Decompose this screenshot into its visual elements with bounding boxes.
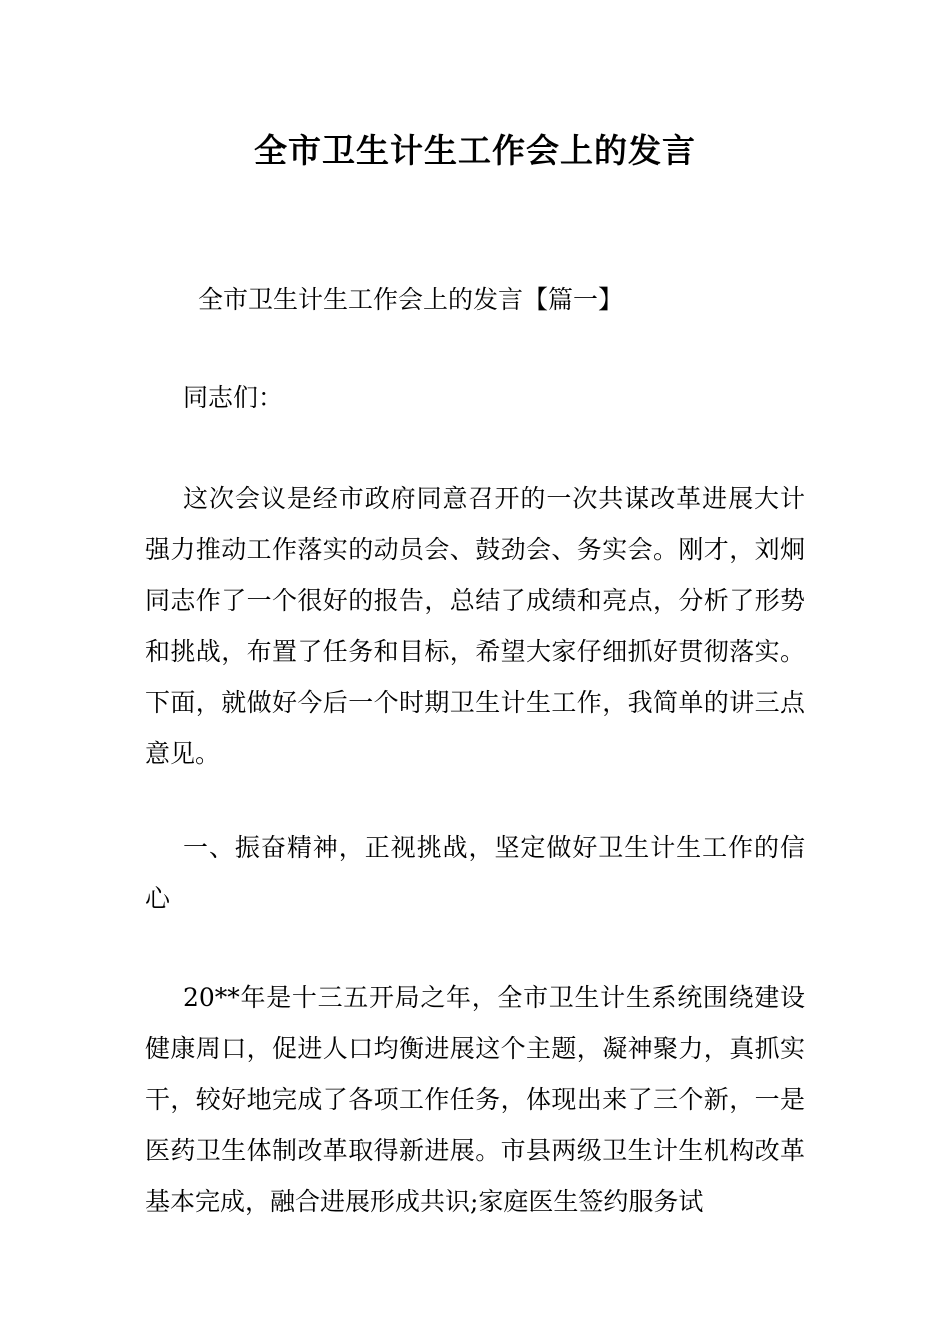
- document-subtitle: 全市卫生计生工作会上的发言【篇一】: [198, 285, 624, 314]
- body-paragraph: 这次会议是经市政府同意召开的一次共谋改革进展大计强力推动工作落实的动员会、鼓劲会、务实会。刚才，刘炯同志作了一个很好的报告，总结了成绩和亮点，分析了形势和挑战，布置了任务和目标，希望大家仔细抓好贯彻落实。下面，就做好今后一个时期卫生计生工作，我简单的讲三点意见。: [145, 484, 805, 768]
- greeting-line: 同志们：: [183, 383, 284, 412]
- document-title: 全市卫生计生工作会上的发言: [254, 131, 696, 170]
- body-paragraph: 20**年是十三五开局之年，全市卫生计生系统围绕建设健康周口，促进人口均衡进展这个主题，凝神聚力，真抓实干，较好地完成了各项工作任务，体现出来了三个新，一是医药卫生体制改革取得新进展。市县两级卫生计生机构改革基本完成，融合进展形成共识;家庭医生签约服务试: [145, 983, 805, 1216]
- section-heading: 一、振奋精神，正视挑战，坚定做好卫生计生工作的信心: [145, 833, 805, 913]
